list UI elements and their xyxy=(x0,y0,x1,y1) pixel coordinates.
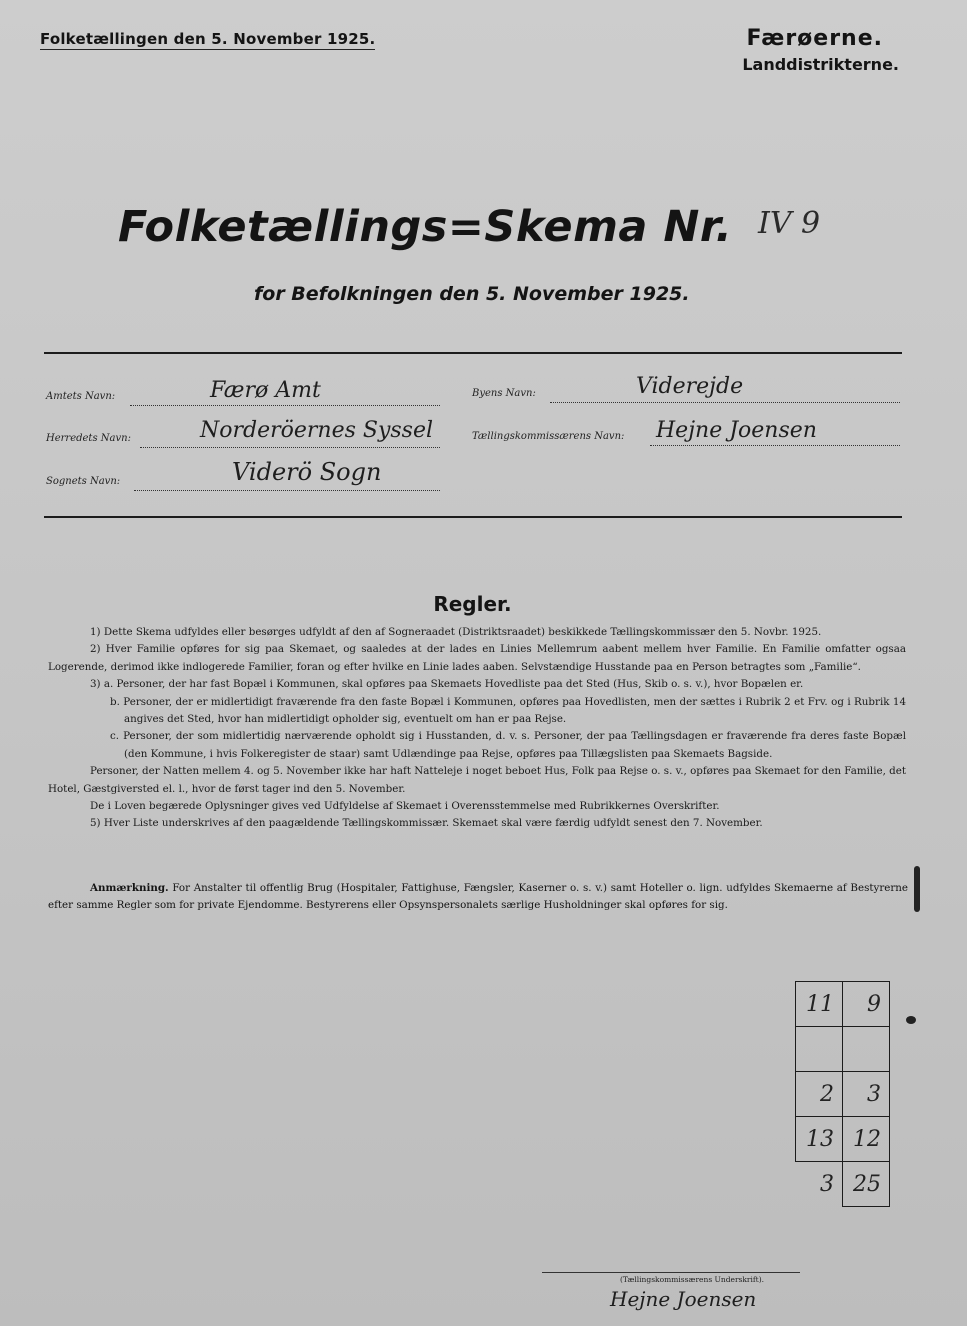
tally-cell: 11 xyxy=(796,982,843,1027)
rule-3c: c. Personer, der som midlertidig nærværende opholdt sig i Husstanden, d. v. s. Personer, der paa Tællingsdagen er fraværende fra deres faste Bopæl (den Kommune, i hvis Folkeregister de staar) samt Udlændinge paa Rejse, opføres paa Tillægslisten paa Skemaets Bagside. xyxy=(110,730,906,760)
amt-label: Amtets Navn: xyxy=(46,391,116,402)
tally-table xyxy=(795,981,890,1207)
tally-box xyxy=(795,981,890,1207)
note-label: Anmærkning. xyxy=(90,882,169,894)
note-text: For Anstalter til offentlig Brug (Hospitaler, Fattighuse, Fængsler, Kaserner o. s. v.) samt Hoteller o. lign. udfyldes Skemaerne af Bestyrerne efter samme Regler som for private Ejendomme. Bestyrerens eller Opsynspersonalets særlige Husholdninger skal opføres for sig. xyxy=(48,882,908,912)
tally-row xyxy=(796,1072,890,1117)
rule-3b: b. Personer, der er midlertidigt fraværende fra den faste Bopæl i Kommunen, opføres paa Hovedlisten, men der sættes i Rubrik 2 et Frv. og i Rubrik 14 angives det Sted, hvor han midlertidigt opholder sig, eventuelt om han er paa Rejse. xyxy=(110,695,906,726)
herred-value: Norderöernes Syssel xyxy=(200,418,434,443)
tally-row xyxy=(796,1027,890,1072)
sogn-value: Viderö Sogn xyxy=(232,458,382,486)
rules-heading: Regler. xyxy=(433,592,512,616)
region-name: Færøerne. xyxy=(746,26,883,51)
rules-list xyxy=(48,624,906,833)
sogn-label: Sognets Navn: xyxy=(46,476,121,487)
tally-row xyxy=(796,1117,890,1162)
rule-1: 1) Dette Skema udfyldes eller besørges udfyldt af den af Sogneraadet (Distriktsraadet) beskikkede Tællingskommissær den 5. Novbr. 1925. xyxy=(90,626,822,638)
tally-cell xyxy=(796,1027,843,1072)
by-value: Viderejde xyxy=(636,374,744,399)
form-subtitle: for Befolkningen den 5. November 1925. xyxy=(254,283,690,305)
herred-line xyxy=(140,447,440,448)
margin-mark xyxy=(914,866,920,912)
sogn-line xyxy=(134,490,440,491)
bottom-divider xyxy=(44,516,902,518)
rule-3a: 3) a. Personer, der har fast Bopæl i Kommunen, skal opføres paa Skemaets Hovedliste paa det Sted (Hus, Skib o. s. v.), hvor Bopælen er. xyxy=(90,678,804,691)
ink-blot xyxy=(906,1016,916,1024)
rule-4: De i Loven begærede Oplysninger gives ved Udfyldelse af Skemaet i Overensstemmelse med Rubrikkernes Overskrifter. xyxy=(90,800,720,813)
kommissaer-value: Hejne Joensen xyxy=(656,418,817,443)
by-line xyxy=(550,402,900,403)
tally-cell: 9 xyxy=(843,982,890,1027)
rule-3d: Personer, der Natten mellem 4. og 5. November ikke har haft Natteleje i noget beboet Hus, Folk paa Rejse o. s. v., opføres paa Skemaet for den Familie, det Hotel, Gæstgiversted el. l., hvor de først tager ind den 5. November. xyxy=(48,765,906,795)
tally-cell: 2 xyxy=(796,1072,843,1117)
amt-line xyxy=(130,405,440,406)
signature-value: Hejne Joensen xyxy=(610,1287,757,1311)
by-label: Byens Navn: xyxy=(472,388,536,399)
rule-5: 5) Hver Liste underskrives af den paagældende Tællingskommissær. Skemaet skal være færdig udfyldt senest den 7. November. xyxy=(90,817,763,830)
tally-row xyxy=(796,982,890,1027)
signature-line xyxy=(542,1272,800,1273)
signature-caption: (Tællingskommissærens Underskrift). xyxy=(619,1275,765,1284)
tally-cell: 25 xyxy=(843,1162,890,1207)
tally-cell: 12 xyxy=(843,1117,890,1162)
form-title: Folketællings=Skema Nr. xyxy=(118,202,733,252)
tally-cell: 3 xyxy=(796,1162,843,1207)
tally-row xyxy=(796,1162,890,1207)
rule-2: 2) Hver Familie opføres for sig paa Skemaet, og saaledes at der lades en Linies Mellemrum aabent mellem hver Familie. En Familie omfatter ogsaa Logerende, derimod ikke indlogerede Familier, foran og efter hvilke en Linie lades aaben. Selvstændige Husstande paa en Person betragtes som „Familie“. xyxy=(48,643,906,673)
kommissaer-line xyxy=(650,445,900,446)
census-date-header: Folketællingen den 5. November 1925. xyxy=(40,30,376,48)
tally-cell xyxy=(843,1027,890,1072)
note xyxy=(48,880,908,915)
form-number-handwritten: IV 9 xyxy=(758,206,821,241)
tally-cell: 3 xyxy=(843,1072,890,1117)
kommissaer-label: Tællingskommissærens Navn: xyxy=(472,431,625,442)
region-header xyxy=(742,26,897,74)
tally-cell: 13 xyxy=(796,1117,843,1162)
herred-label: Herredets Navn: xyxy=(46,433,131,444)
top-divider xyxy=(44,352,902,354)
amt-value: Færø Amt xyxy=(210,378,321,403)
subregion-name: Landdistrikterne. xyxy=(742,55,899,74)
